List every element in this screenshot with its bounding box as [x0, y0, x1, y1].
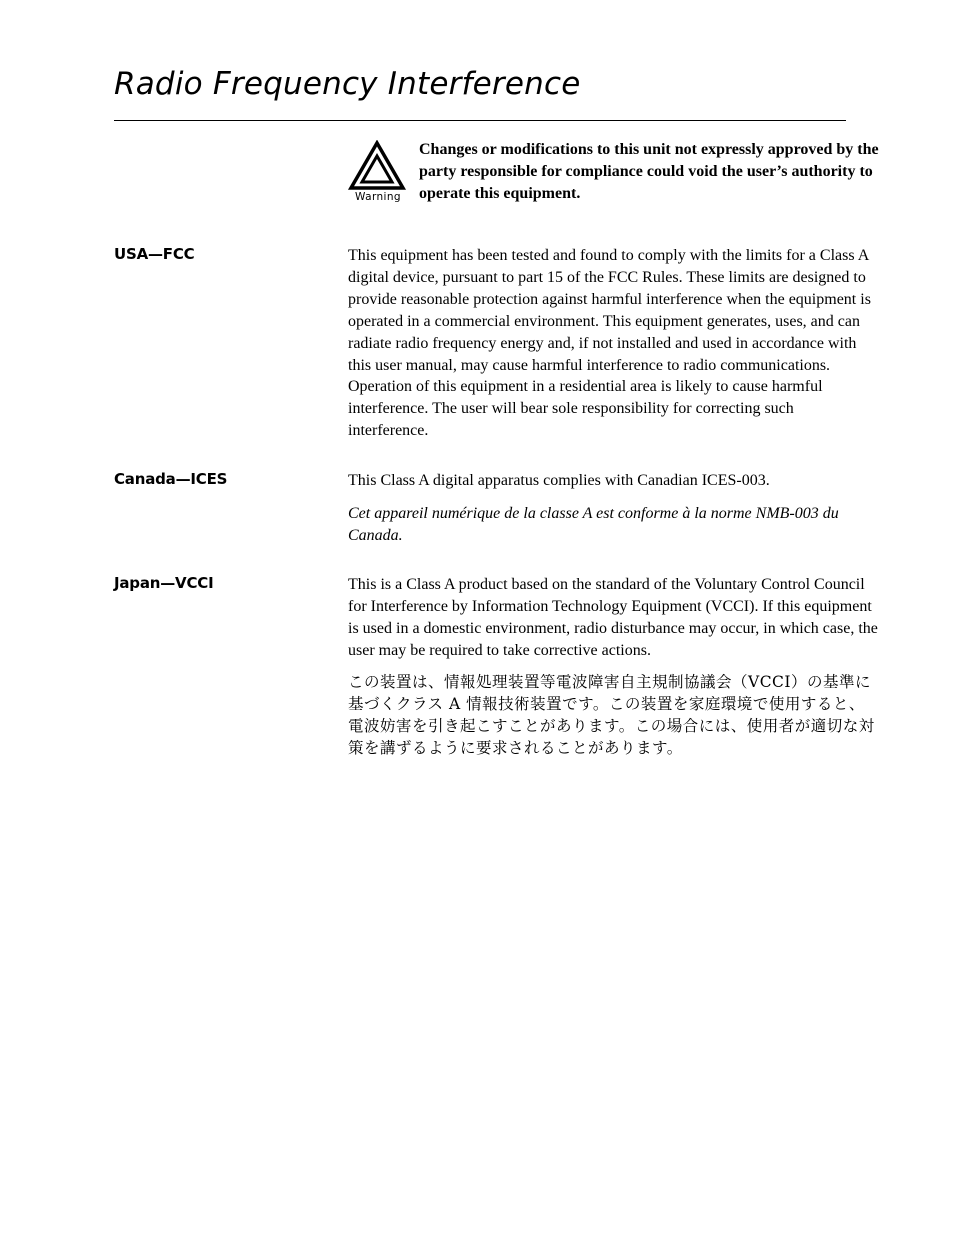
ices-statement-french: Cet appareil numérique de la classe A est conforme à la norme NMB-003 du Canada.	[348, 505, 839, 544]
vcci-statement-japanese: この装置は、情報処理装置等電波障害自主規制協議会（VCCI）の基準に基づくクラス A 情報技術装置です。この装置を家庭環境で使用すると、電波妨害を引き起こすことがあります。この場合には、使用者が適切な対策を講ずるように要求されることがあります。	[348, 673, 875, 757]
page-title: Radio Frequency Interference	[114, 66, 581, 102]
ices-statement-english: This Class A digital apparatus complies with Canadian ICES-003.	[348, 472, 770, 489]
vcci-statement-english: This is a Class A product based on the standard of the Voluntary Control Council for Interference by Information Technology Equipment (VCCI). If this equipment is used in a domestic environment, radio disturbance may occur, in which case, the user may be required to take corrective actions.	[348, 576, 878, 659]
warning-icon-label: Warning	[355, 191, 401, 203]
section-label-usa-fcc: USA—FCC	[114, 245, 195, 263]
section-label-japan-vcci: Japan—VCCI	[114, 574, 214, 592]
fcc-statement: This equipment has been tested and found to comply with the limits for a Class A digital device, pursuant to part 15 of the FCC Rules. These limits are designed to provide reasonable protection against harmful interference when the equipment is operated in a commercial environment. This equipment generates, uses, and can radiate radio frequency energy and, if not installed and used in accordance with this user manual, may cause harmful interference to radio communications. Operation of this equipment in a residential area is likely to cause harmful interference. The user will bear sole responsibility for correcting such interference.	[348, 247, 871, 440]
warning-text: Changes or modifications to this unit not expressly approved by the party responsible for compliance could void the user’s authority to operate this equipment.	[419, 141, 879, 202]
section-label-canada-ices: Canada—ICES	[114, 470, 228, 488]
title-divider	[114, 120, 846, 121]
